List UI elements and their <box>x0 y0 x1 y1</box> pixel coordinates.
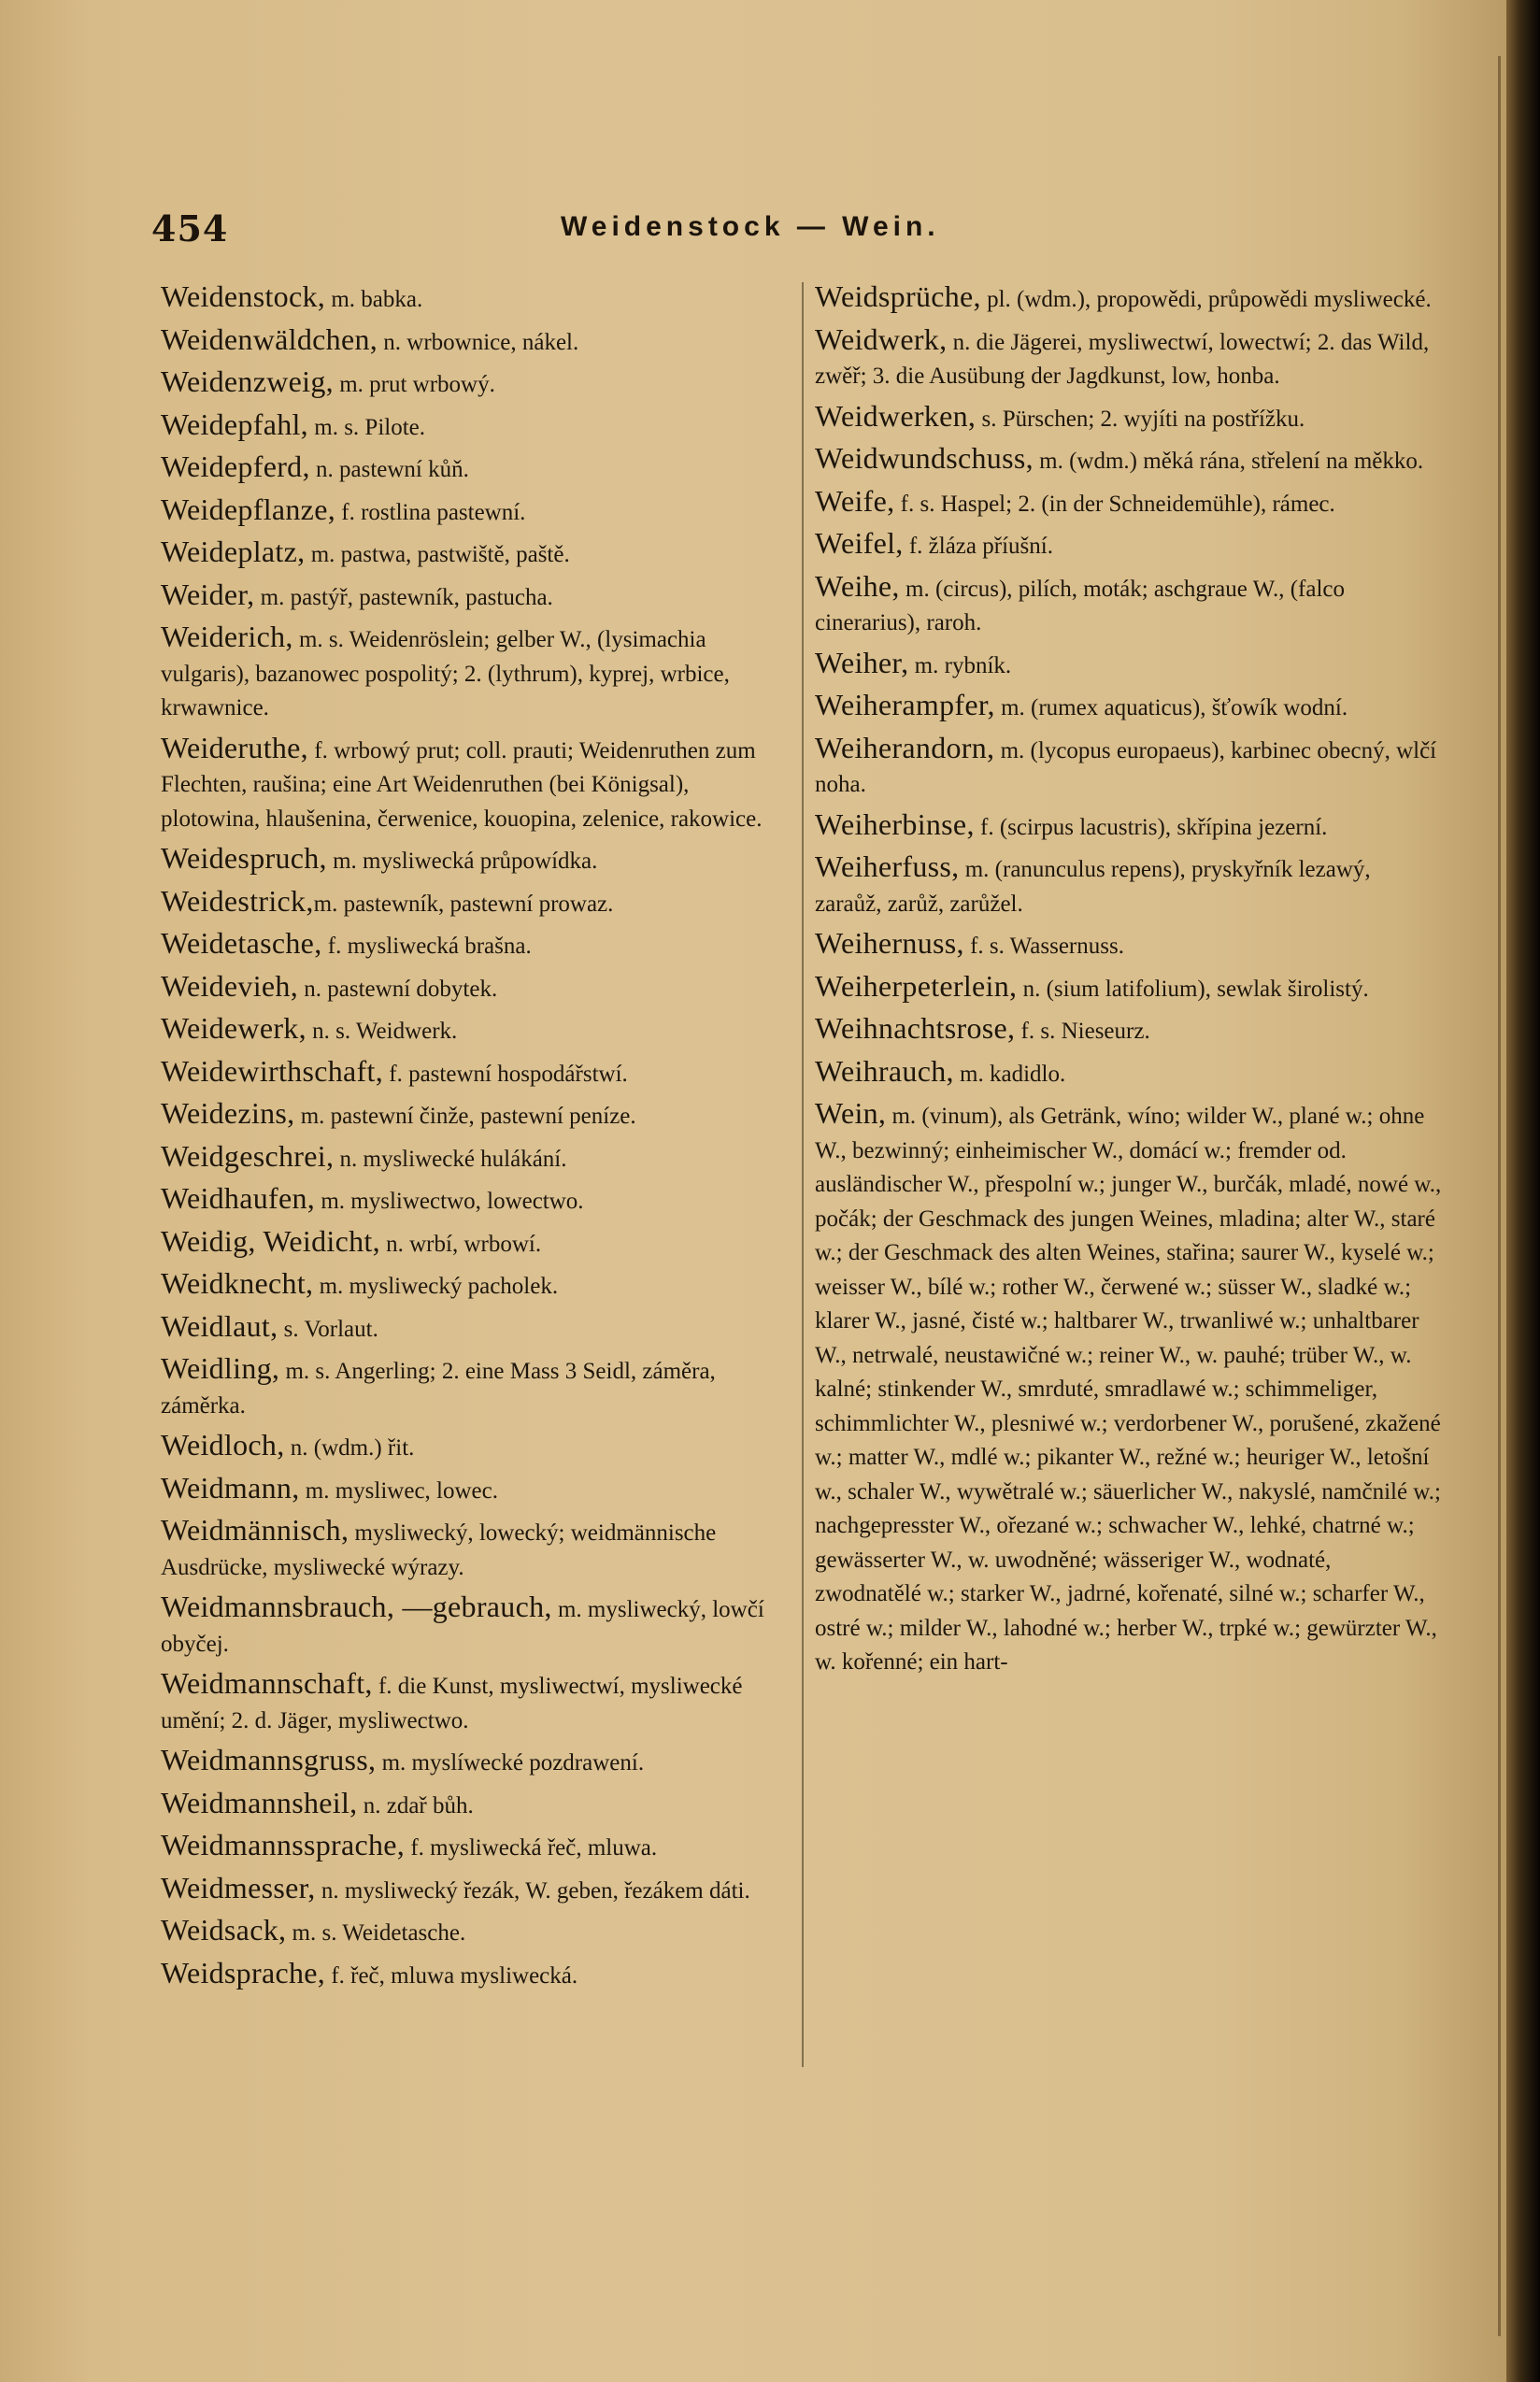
entry-definition: m. (ranunculus repens), pryskyřník lezawý, zaraůž, zarůž, zarůžel. <box>815 857 1371 917</box>
entry-headword: Weidestrick, <box>161 883 314 918</box>
entry-headword: Weihrauch, <box>815 1053 954 1088</box>
entry-definition: f. s. Wassernuss. <box>963 934 1124 959</box>
entry-definition: pl. (wdm.), propowědi, průpowědi mysliwecké. <box>980 287 1432 312</box>
entry-headword: Weiherampfer, <box>815 688 995 721</box>
entry-definition: f. s. Nieseurz. <box>1015 1019 1150 1044</box>
dictionary-entry <box>161 408 792 445</box>
dictionary-entry <box>815 485 1443 521</box>
dictionary-entry <box>161 1012 792 1048</box>
entry-headword: Weidespruch, <box>161 841 327 875</box>
dictionary-entry <box>161 1140 792 1177</box>
entry-headword: Weife, <box>815 483 895 518</box>
entry-definition: m. s. Weidetasche. <box>286 1920 466 1946</box>
entry-headword: Weidhaufen, <box>161 1181 316 1215</box>
entry-definition: m. s. Pilote. <box>308 414 426 440</box>
entry-definition: m. (circus), pilích, moták; aschgraue W., (falco cinerarius), raroh. <box>815 576 1345 635</box>
dictionary-entry <box>815 323 1443 393</box>
entry-headword: Weidwundschuss, <box>815 441 1034 475</box>
entry-definition: mysliwecký, lowecký; weidmännische Ausdrücke, mysliwecké wýrazy. <box>161 1520 717 1580</box>
entry-definition: n. mysliwecký řezák, W. geben, řezákem dáti. <box>315 1877 750 1904</box>
entry-definition: n. mysliwecké hulákání. <box>334 1146 567 1172</box>
entry-headword: Weidmesser, <box>161 1870 316 1904</box>
dictionary-entry <box>815 400 1443 436</box>
dictionary-entry <box>161 1055 792 1091</box>
entry-headword: Weidlaut, <box>161 1308 278 1343</box>
entry-headword: Weidsprüche, <box>815 279 981 313</box>
entry-definition: m. pastewní činže, pastewní peníze. <box>294 1104 636 1129</box>
dictionary-entry <box>815 732 1443 802</box>
dictionary-entry <box>161 280 792 317</box>
entry-headword: Weidmann, <box>161 1470 300 1505</box>
column-divider <box>802 282 804 2067</box>
entry-headword: Weideplatz, <box>161 535 306 568</box>
entry-headword: Weidmannssprache, <box>161 1828 406 1861</box>
entry-definition: m. myslíwecké pozdrawení. <box>376 1750 645 1776</box>
entry-definition: m. (rumex aquaticus), šťowík wodní. <box>994 695 1348 720</box>
dictionary-entry <box>815 280 1443 317</box>
entry-headword: Weihnachtsrose, <box>815 1011 1016 1045</box>
dictionary-entry <box>161 1667 792 1737</box>
entry-definition: m. mysliwecká průpowídka. <box>326 849 598 874</box>
entry-definition: f. (scirpus lacustris), skřípina jezerní. <box>974 814 1328 840</box>
entry-headword: Weideruthe, <box>161 730 308 764</box>
entry-definition: m. s. Angerling; 2. eine Mass 3 Seidl, záměra, záměrka. <box>161 1359 716 1419</box>
dictionary-entry <box>161 365 792 402</box>
dictionary-entry <box>815 808 1443 845</box>
entry-headword: Weiher, <box>815 645 909 679</box>
entry-headword: Weidezins, <box>161 1096 295 1130</box>
dictionary-entry <box>815 1012 1443 1048</box>
entry-definition: m. mysliwec, lowec. <box>299 1477 498 1504</box>
entry-headword: Weidepfahl, <box>161 407 308 441</box>
dictionary-entry <box>815 647 1443 683</box>
page-header <box>0 207 1506 264</box>
entry-headword: Weidloch, <box>161 1428 285 1462</box>
entry-definition: f. řeč, mluwa mysliwecká. <box>325 1962 578 1989</box>
entry-headword: Weidsprache, <box>161 1955 326 1990</box>
dictionary-entry <box>161 1352 792 1422</box>
dictionary-entry <box>161 1957 792 1993</box>
entry-definition: n. die Jägerei, mysliwectwí, lowectwí; 2. das Wild, zwěř; 3. die Ausübung der Jagdkunst, low, honba. <box>815 329 1430 389</box>
entry-headword: Weidmännisch, <box>161 1513 349 1547</box>
entry-headword: Weidenstock, <box>161 279 326 313</box>
dictionary-entry <box>815 970 1443 1006</box>
dictionary-entry <box>161 1225 792 1262</box>
entry-headword: Weidewerk, <box>161 1011 307 1045</box>
entry-headword: Weidmannschaft, <box>161 1666 373 1700</box>
entry-definition: s. Pürschen; 2. wyjíti na postřížku. <box>976 406 1305 432</box>
dictionary-entry <box>161 1872 792 1908</box>
entry-definition: m. pastwa, pastwiště, paště. <box>305 542 570 567</box>
entry-definition: n. pastewní kůň. <box>309 457 469 482</box>
entry-definition: s. Vorlaut. <box>278 1316 378 1342</box>
entry-headword: Wein, <box>815 1096 887 1130</box>
entry-definition: m. pastewník, pastewní prowaz. <box>313 891 614 917</box>
entry-headword: Weidling, <box>161 1351 280 1385</box>
entry-headword: Weidgeschrei, <box>161 1138 335 1173</box>
dictionary-entry <box>161 1429 792 1465</box>
entry-definition: m. s. Weidenröslein; gelber W., (lysimachia vulgaris), bazanowec pospolitý; 2. (lythrum), kyprej, wrbice, krwawnice. <box>161 627 730 720</box>
entry-definition: m. mysliwecký, lowčí obyčej. <box>161 1597 764 1657</box>
entry-headword: Weiherandorn, <box>815 730 995 764</box>
entry-definition: f. žláza příušní. <box>903 534 1053 559</box>
dictionary-entry <box>161 842 792 878</box>
page-fold-line <box>1498 56 1501 2336</box>
dictionary-entry <box>161 535 792 572</box>
entry-definition: f. mysliwecká řeč, mluwa. <box>405 1835 658 1861</box>
entry-definition: n. zdař bůh. <box>357 1792 474 1819</box>
entry-definition: n. (sium latifolium), sewlak širolistý. <box>1017 976 1369 1002</box>
dictionary-entry <box>161 732 792 836</box>
dictionary-entry <box>161 1744 792 1780</box>
dictionary-entry <box>161 620 792 725</box>
entry-definition: f. rostlina pastewní. <box>335 499 526 525</box>
entry-headword: Weidmannsbrauch, —gebrauch, <box>161 1590 552 1623</box>
dictionary-entry <box>161 970 792 1006</box>
entry-headword: Weidetasche, <box>161 926 322 960</box>
dictionary-entry <box>161 1182 792 1219</box>
entry-definition: m. pastýř, pastewník, pastucha. <box>254 584 553 610</box>
entry-headword: Weidepferd, <box>161 449 310 483</box>
entry-definition: m. (vinum), als Getränk, wíno; wilder W., plané w.; ohne W., bezwinný; einheimischer W., domácí w.; fremder od. ausländischer W., přespolní w.; junger W., burčák, mladé, nowé w., počák; der Geschmack des jungen Weines, mladina; alter W., staré w.; der Geschmack des alten Weines, stařina; saurer W., kyselé w.; weisser W., bílé w.; rother W., čerwené w.; süsser W., sladké w.; klarer W., jasné, čisté w.; haltbarer W., trwanliwé w.; unhaltbarer W., netrwalé, neustawičné w.; reiner W., w. pauhé; trüber W., w. kalné; stinkender W., smrduté, smradlawé w.; schimmeliger, schimmlichter W., plesniwé w.; verdorbener W., porušené, zkažené w.; matter W., mdlé w.; pikanter W., režné w.; heuriger W., letošní w., schaler W., wywětralé w.; säuerlicher W., nakyslé, namčnilé w.; nachgepresster W., ořezané w.; schwacher W., lehké, chatrné w.; gewässerter W., w. uwodněné; wässeriger W., wodnaté, zwodnatělé w.; starker W., jadrné, kořenaté, silné w.; scharfer W., ostré w.; milder W., lahodné w.; herber W., trpké w.; gewürzter W., w. kořenné; ein hart- <box>815 1104 1442 1675</box>
dictionary-entry <box>161 1267 792 1304</box>
entry-headword: Weidmannsheil, <box>161 1785 358 1819</box>
right-column <box>815 280 1443 1686</box>
entry-definition: m. (wdm.) měká rána, střelení na měkko. <box>1033 449 1424 474</box>
dictionary-entry <box>815 689 1443 725</box>
dictionary-entry <box>161 1829 792 1865</box>
entry-headword: Weifel, <box>815 526 904 560</box>
dictionary-entry <box>161 1590 792 1661</box>
dictionary-entry <box>815 570 1443 640</box>
entry-headword: Weider, <box>161 577 255 611</box>
dark-page-edge <box>1506 0 1540 2382</box>
page-number: 454 <box>151 207 229 250</box>
entry-headword: Weidmannsgruss, <box>161 1743 377 1776</box>
dictionary-entry <box>161 493 792 530</box>
dictionary-entry <box>815 442 1443 478</box>
entry-definition: m. prut wrbowý. <box>333 372 495 397</box>
entry-definition: n. pastewní dobytek. <box>298 976 498 1002</box>
dictionary-entry <box>161 1310 792 1347</box>
entry-headword: Weiherbinse, <box>815 806 975 841</box>
entry-definition: m. kadidlo. <box>953 1061 1066 1087</box>
entry-headword: Weidenzweig, <box>161 364 334 398</box>
dictionary-entry <box>815 1055 1443 1091</box>
entry-definition: m. rybník. <box>908 652 1012 678</box>
entry-definition: f. wrbowý prut; coll. prauti; Weidenruthen zum Flechten, raušina; eine Art Weidenruthen (bei Königsal), plotowina, hlaušenina, čerwenice, kouopina, zelenice, rakowice. <box>161 737 763 832</box>
entry-definition: m. mysliwecký pacholek. <box>313 1274 559 1299</box>
entry-definition: n. (wdm.) řit. <box>284 1435 415 1461</box>
entry-headword: Weidig, Weidicht, <box>161 1223 380 1258</box>
entry-headword: Weiderich, <box>161 620 293 653</box>
entry-headword: Weiherfuss, <box>815 849 960 883</box>
dictionary-entry <box>161 578 792 615</box>
entry-definition: m. (lycopus europaeus), karbinec obecný, wlčí noha. <box>815 737 1437 797</box>
entry-definition: m. mysliwectwo, lowectwo. <box>315 1189 584 1214</box>
entry-headword: Weidwerk, <box>815 321 948 356</box>
dictionary-entry <box>815 927 1443 963</box>
entry-definition: f. die Kunst, mysliwectwí, mysliwecké umění; 2. d. Jäger, mysliwectwo. <box>161 1674 743 1733</box>
dictionary-entry <box>161 885 792 921</box>
entry-headword: Weidewirthschaft, <box>161 1053 383 1088</box>
dictionary-entry <box>161 1472 792 1508</box>
dictionary-entry <box>161 1514 792 1584</box>
dictionary-entry <box>161 1914 792 1950</box>
entry-headword: Weidenwäldchen, <box>161 321 378 356</box>
dictionary-entry <box>161 1787 792 1823</box>
entry-headword: Weidevieh, <box>161 968 299 1003</box>
entry-headword: Weihe, <box>815 568 900 603</box>
entry-definition: n. wrbownice, nákel. <box>378 329 579 355</box>
dictionary-entry <box>161 927 792 963</box>
dictionary-entry <box>815 1097 1443 1679</box>
entry-definition: f. pastewní hospodářstwí. <box>383 1061 628 1087</box>
entry-headword: Weidwerken, <box>815 398 977 433</box>
left-column <box>161 280 792 1999</box>
entry-headword: Weidsack, <box>161 1913 287 1947</box>
entry-headword: Weidepflanze, <box>161 492 335 526</box>
entry-definition: m. babka. <box>325 287 423 312</box>
entry-definition: n. wrbí, wrbowí. <box>379 1231 542 1257</box>
dictionary-entry <box>815 850 1443 920</box>
entry-headword: Weidknecht, <box>161 1266 314 1300</box>
running-head: Weidenstock — Wein. <box>561 211 940 242</box>
entry-definition: f. mysliwecká brašna. <box>321 934 532 959</box>
entry-definition: n. s. Weidwerk. <box>306 1019 458 1044</box>
entry-headword: Weihernuss, <box>815 926 964 960</box>
dictionary-entry <box>161 1097 792 1134</box>
entry-definition: f. s. Haspel; 2. (in der Schneidemühle), rámec. <box>894 491 1335 517</box>
dictionary-entry <box>815 527 1443 563</box>
entry-headword: Weiherpeterlein, <box>815 968 1018 1003</box>
dictionary-entry <box>161 323 792 360</box>
dictionary-entry <box>161 450 792 487</box>
